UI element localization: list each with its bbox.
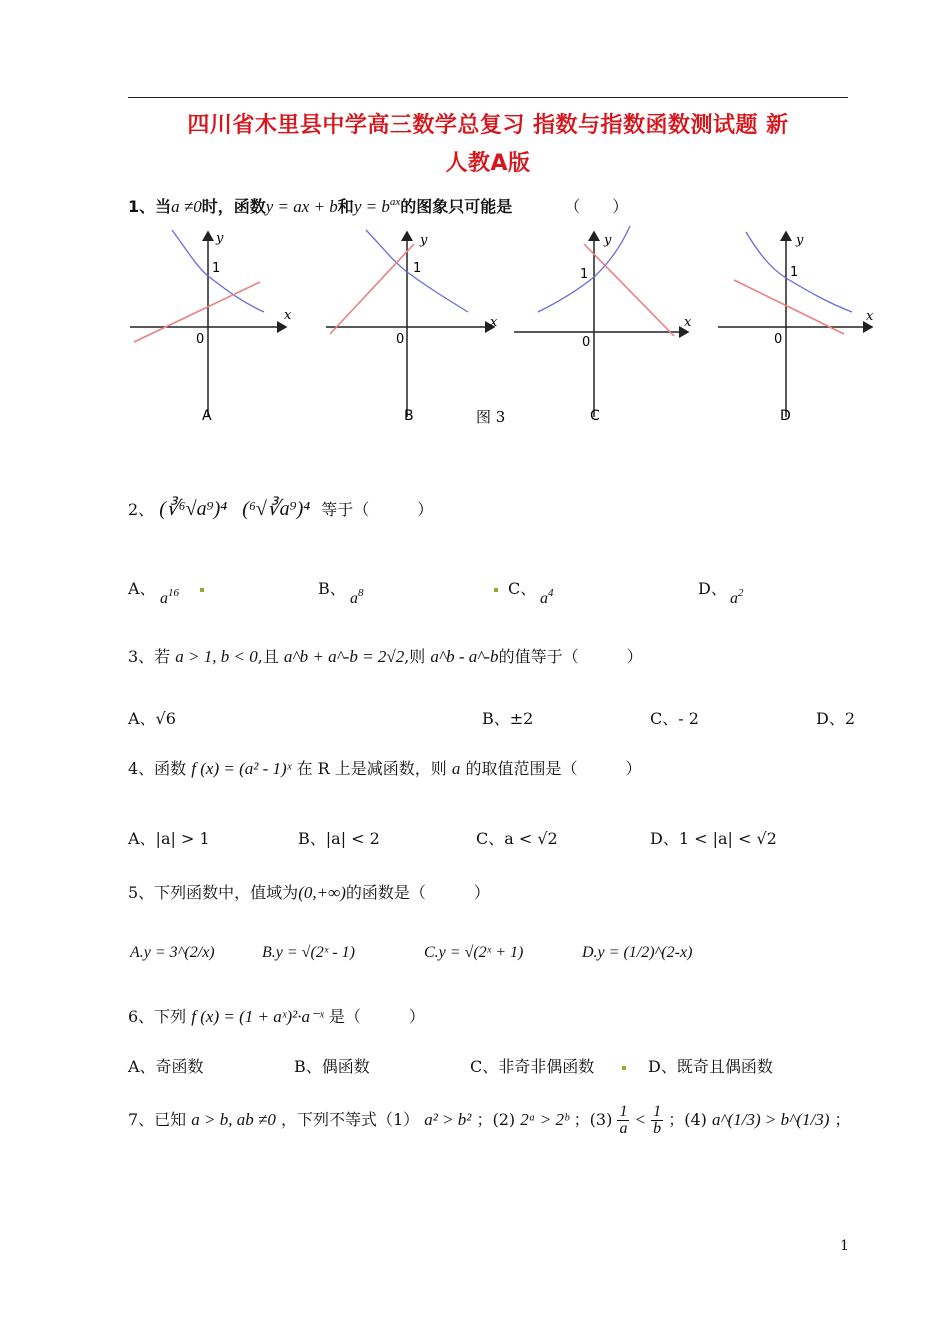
graph-c-x-label: x (684, 315, 692, 330)
q3-option-b: B、±2 (482, 709, 534, 728)
title-line-1: 四川省木里县中学高三数学总复习 指数与指数函数测试题 新 (187, 113, 789, 138)
graph-c-y-label: y (604, 233, 612, 248)
graph-a-label: A (202, 408, 212, 424)
q2-option-b: B、 (318, 579, 346, 598)
q7-frac-1-over-a: $\frac{1}{a}$ (619, 1103, 628, 1137)
graph-d-x-label: x (866, 309, 874, 324)
question-6: 6、下列 f (x) = (1 + aˣ)²·a⁻ˣ 是（ ） (128, 1007, 425, 1026)
q6-option-b: B、偶函数 (294, 1057, 370, 1076)
graph-a-origin: 0 (196, 332, 205, 347)
artifact-dot (494, 588, 498, 592)
graph-d-y-label: y (796, 233, 804, 248)
graph-c-label: C (590, 408, 600, 424)
graph-c (514, 226, 692, 424)
graph-b-label: B (404, 408, 414, 424)
question-5: 5、下列函数中，值域为(0,+∞)的函数是（ ） (128, 883, 490, 902)
q4-option-c: C、a < √2 (476, 829, 558, 848)
q1-graphs-figure (128, 222, 878, 432)
q6-option-d: D、既奇且偶函数 (648, 1057, 773, 1076)
graph-d-origin: 0 (774, 332, 783, 347)
title-line-2: 人教A版 (445, 151, 531, 176)
q2-expr-1: (∛⁶√a⁹)⁴ (159, 498, 228, 520)
q5-option-d: D.y = (1/2)^(2-x) (582, 944, 693, 961)
q3-option-c: C、- 2 (650, 709, 699, 728)
q2-expr-2: (⁶√∛a⁹)⁴ (242, 498, 311, 520)
q2-option-d-value: $a^2$ (730, 587, 744, 607)
question-1: 1、当a ≠0时，函数y = ax + b和$y = b^{ax}$的图象只可能是 （ ） (128, 196, 629, 216)
q7-frac-1-over-b: $\frac{1}{b}$ (653, 1103, 662, 1137)
q2-option-d: D、 (698, 579, 727, 598)
graph-a-y-label: y (216, 231, 224, 246)
q3-option-a: A、√6 (128, 709, 176, 728)
graph-d-label: D (780, 408, 791, 424)
q4-option-b: B、|a| < 2 (298, 829, 380, 848)
q3-option-d: D、2 (816, 709, 856, 728)
q2-option-a-value: $a^{16}$ (160, 587, 179, 607)
graph-b (326, 230, 498, 424)
graph-a-x-label: x (284, 308, 292, 323)
q2-option-c: C、 (508, 579, 537, 598)
q4-option-a: A、|a| > 1 (128, 829, 210, 848)
graph-b-x-label: x (490, 315, 498, 330)
artifact-dot (200, 588, 204, 592)
header-rule (128, 97, 848, 98)
question-2: 2、 (∛⁶√a⁹)⁴ (⁶√∛a⁹)⁴ 等于（ ） (128, 498, 434, 520)
q2-option-c-value: $a^4$ (540, 587, 554, 607)
question-3: 3、若 a > 1, b < 0,且 a^b + a^-b = 2√2,则 a^b - a^-b的值等于（ ） (128, 647, 643, 666)
question-4: 4、函数 f (x) = (a² - 1)ˣ 在 R 上是减函数，则 a 的取值范围是（ ） (128, 759, 642, 778)
q2-option-b-value: $a^8$ (350, 587, 364, 607)
artifact-dot (622, 1066, 626, 1070)
question-7: 7、已知 a > b, ab ≠0 ，下列不等式（1） a² > b² ；(2) 2ᵃ > 2ᵇ ；(3) $\frac{1}{a}$ < $\frac{1}{b}$ ；(4) a^(1/3) > b^(1/3) ； (128, 1103, 851, 1137)
graph-b-origin: 0 (396, 332, 405, 347)
graph-d (718, 232, 874, 424)
graph-b-one: 1 (413, 261, 422, 276)
graph-a-one: 1 (212, 261, 221, 276)
graph-b-y-label: y (420, 233, 428, 248)
q4-option-d: D、1 < |a| < √2 (650, 829, 777, 848)
q5-option-c: C.y = √(2ˣ + 1) (424, 944, 524, 961)
q6-option-c: C、非奇非偶函数 (470, 1057, 595, 1076)
figure-caption: 图 3 (476, 408, 506, 426)
graph-c-one: 1 (580, 267, 589, 282)
q5-option-b: B.y = √(2ˣ - 1) (262, 944, 355, 961)
page-number: 1 (840, 1238, 849, 1254)
graph-d-one: 1 (790, 265, 799, 280)
q6-option-a: A、奇函数 (128, 1057, 204, 1076)
q5-option-a: A.y = 3^(2/x) (130, 944, 215, 961)
q2-option-a: A、 (128, 579, 156, 598)
graph-a (130, 230, 292, 424)
graph-c-origin: 0 (582, 335, 591, 350)
